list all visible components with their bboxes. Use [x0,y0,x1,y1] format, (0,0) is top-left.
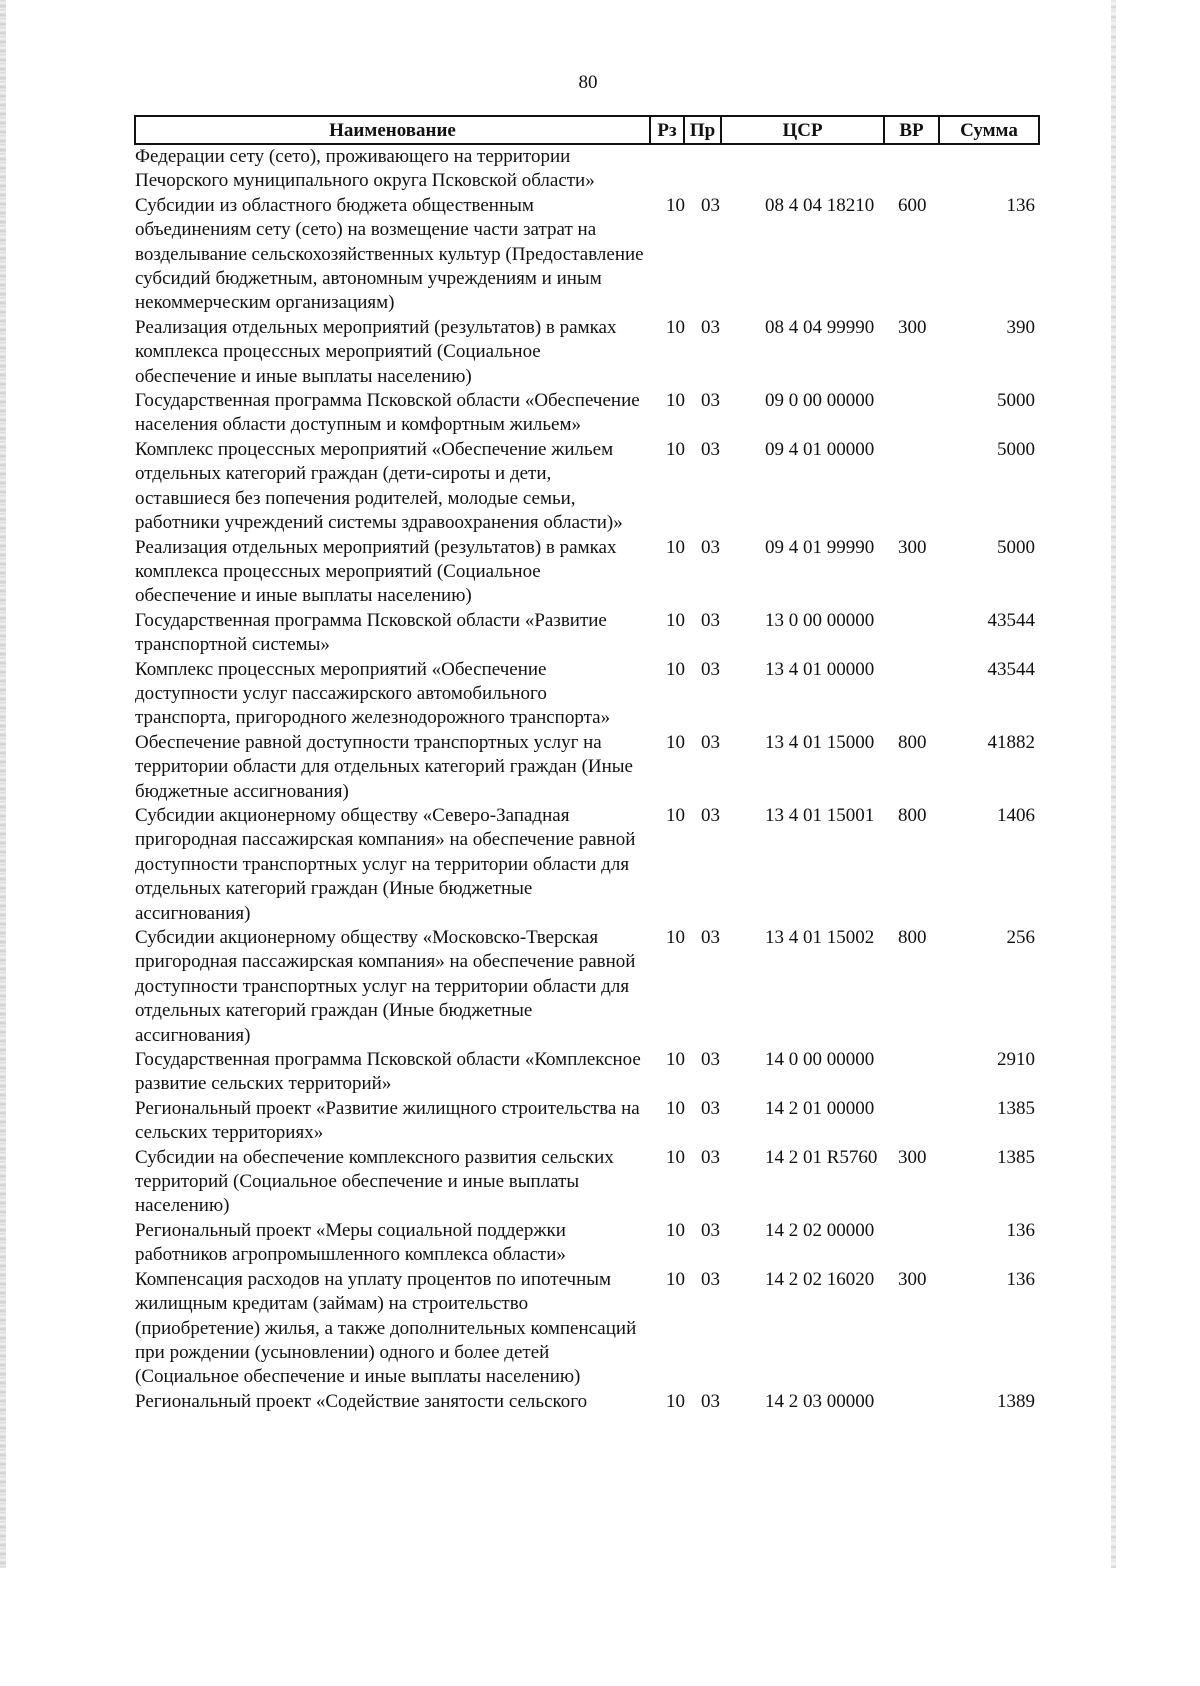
cell-rz: 10 [666,927,685,948]
cell-vr [884,144,939,194]
budget-table [134,115,1040,1414]
header-row [135,116,1039,144]
cell-pr: 03 [701,1146,720,1168]
cell-rz: 10 [666,1097,685,1119]
header-vr: ВР [884,116,939,144]
cell-pr: 03 [701,536,720,558]
cell-name: Государственная программа Псковской области «Обеспечение населения области доступным и комфортным жильем» [135,390,640,436]
page-number: 80 [578,72,598,93]
table-row [135,1146,1039,1219]
cell-rz [650,144,684,194]
cell-rz: 10 [666,1049,685,1071]
cell-csr: 13 4 01 00000 [765,658,875,680]
cell-vr: 300 [898,316,927,338]
cell-rz: 10 [666,1219,685,1241]
header-sum: Сумма [939,116,1039,144]
cell-csr [721,144,884,194]
table-body [135,144,1039,1414]
cell-rz: 10 [666,194,685,216]
cell-csr: 13 0 00 00000 [765,609,875,631]
cell-sum: 256 [1006,927,1035,948]
cell-pr: 03 [701,194,720,216]
cell-sum: 43544 [987,609,1035,631]
cell-pr: 03 [701,316,720,338]
cell-csr: 14 2 01 00000 [765,1097,875,1119]
cell-sum: 390 [1006,316,1035,338]
cell-rz: 10 [666,1268,685,1290]
cell-csr: 14 2 02 00000 [765,1219,875,1241]
table-row [135,144,1039,194]
cell-csr: 09 4 01 00000 [765,438,875,460]
table-row [135,438,1039,536]
cell-vr [884,438,939,536]
cell-sum: 1385 [997,1146,1035,1168]
cell-pr: 03 [701,438,720,460]
cell-name: Субсидии на обеспечение комплексного развития сельских территорий (Социальное обеспечение и иные выплаты населению) [135,1146,614,1217]
cell-vr: 600 [898,194,927,216]
cell-name: Государственная программа Псковской области «Комплексное развитие сельских территорий» [135,1049,641,1095]
cell-vr: 300 [898,1268,927,1290]
cell-name: Региональный проект «Меры социальной поддержки работников агропромышленного комплекса области» [135,1219,566,1266]
cell-rz: 10 [666,316,685,338]
cell-vr [884,658,939,731]
cell-pr: 03 [701,927,720,948]
cell-name: Обеспечение равной доступности транспортных услуг на территории области для отдельных категорий граждан (Иные бюджетные ассигнования) [135,731,633,802]
cell-csr: 13 4 01 15002 [765,927,875,948]
cell-name: Субсидии акционерному обществу «Московско-Тверская пригородная пассажирская компания» на обеспечение равной доступности транспортных услуг на территории области для отдельных категорий граждан (Иные бюджетные ассигнования) [135,927,636,1046]
cell-pr: 03 [701,1268,720,1290]
cell-csr: 13 4 01 15000 [765,731,875,753]
cell-sum [939,144,1039,194]
cell-vr [884,389,939,438]
table-row [135,1268,1039,1390]
cell-name: Реализация отдельных мероприятий (результатов) в рамках комплекса процессных мероприятий (Социальное обеспечение и иные выплаты населению) [135,316,617,387]
cell-pr: 03 [701,1049,720,1071]
cell-vr: 800 [898,927,927,948]
scan-edge-right [1111,0,1116,1568]
cell-vr: 800 [898,731,927,753]
cell-vr: 300 [898,536,927,558]
cell-sum: 2910 [997,1049,1035,1071]
cell-name: Комплекс процессных мероприятий «Обеспечение доступности услуг пассажирского автомобильного транспорта, пригородного железнодорожного транспорта» [135,658,611,729]
cell-name: Региональный проект «Содействие занятости сельского [135,1390,588,1412]
cell-rz: 10 [666,438,685,460]
table-row [135,658,1039,731]
cell-name: Региональный проект «Развитие жилищного строительства на сельских территориях» [135,1097,640,1144]
cell-rz: 10 [666,1146,685,1168]
cell-pr: 03 [701,1390,720,1412]
cell-csr: 09 4 01 99990 [765,536,875,558]
table-row [135,536,1039,609]
cell-name: Субсидии акционерному обществу «Северо-Западная пригородная пассажирская компания» на обеспечение равной доступности транспортных услуг на территории области для отдельных категорий граждан (Иные бюджетные ассигнования) [135,804,636,924]
cell-rz: 10 [666,804,685,826]
table-row [135,1219,1039,1268]
table-header [135,116,1039,144]
cell-pr: 03 [701,731,720,753]
table-row [135,609,1039,658]
cell-sum: 136 [1006,1219,1035,1241]
cell-pr: 03 [701,658,720,680]
table-row [135,1048,1039,1097]
cell-sum: 1389 [997,1390,1035,1412]
cell-csr: 13 4 01 15001 [765,804,875,826]
cell-name: Федерации сету (сето), проживающего на территории Печорского муниципального округа Псковской области» [135,146,595,192]
cell-pr: 03 [701,804,720,826]
table-row [135,194,1039,316]
cell-csr: 14 0 00 00000 [765,1049,875,1071]
cell-pr: 03 [701,1097,720,1119]
header-pr: Пр [684,116,721,144]
table-row [135,1390,1039,1414]
cell-csr: 08 4 04 99990 [765,316,875,338]
cell-vr [884,1048,939,1097]
table-row [135,316,1039,389]
cell-vr [884,1390,939,1414]
cell-sum: 136 [1006,194,1035,216]
cell-pr: 03 [701,609,720,631]
header-csr: ЦСР [721,116,884,144]
cell-name: Субсидии из областного бюджета общественным объединениям сету (сето) на возмещение части затрат на возделывание сельскохозяйственных культур (Предоставление субсидий бюджетным, автономным учреждениям и иным некоммерческим организациям) [135,194,644,314]
cell-csr: 08 4 04 18210 [765,194,875,216]
cell-csr: 14 2 03 00000 [765,1390,875,1412]
cell-name: Комплекс процессных мероприятий «Обеспечение жильем отдельных категорий граждан (дети-сироты и дети, оставшиеся без попечения родителей, молодые семьи, работники учреждений системы здравоохранения области)» [135,438,623,534]
table-row [135,731,1039,804]
cell-sum: 1406 [997,804,1035,826]
cell-sum: 5000 [997,438,1035,460]
cell-csr: 09 0 00 00000 [765,390,875,412]
cell-vr: 800 [898,804,927,826]
scan-edge-left [0,0,6,1568]
cell-sum: 1385 [997,1097,1035,1119]
cell-pr [684,144,721,194]
cell-vr: 300 [898,1146,927,1168]
header-rz: Рз [650,116,684,144]
cell-sum: 43544 [987,658,1035,680]
table-row [135,804,1039,926]
cell-sum: 136 [1006,1268,1035,1290]
cell-vr [884,1219,939,1268]
cell-name: Государственная программа Псковской области «Развитие транспортной системы» [135,609,607,656]
cell-csr: 14 2 02 16020 [765,1268,875,1290]
cell-rz: 10 [666,731,685,753]
cell-vr [884,1097,939,1146]
cell-pr: 03 [701,1219,720,1241]
cell-rz: 10 [666,390,685,412]
table-row [135,926,1039,1048]
cell-pr: 03 [701,390,720,412]
cell-name: Компенсация расходов на уплату процентов по ипотечным жилищным кредитам (займам) на строительство (приобретение) жилья, а также дополнительных компенсаций при рождении (усыновлении) одного и более детей (Социальное обеспечение и иные выплаты населению) [135,1268,637,1388]
cell-rz: 10 [666,658,685,680]
cell-sum: 5000 [997,390,1035,412]
table-row [135,1097,1039,1146]
cell-vr [884,609,939,658]
cell-sum: 41882 [987,731,1035,753]
cell-rz: 10 [666,609,685,631]
cell-csr: 14 2 01 R5760 [765,1146,878,1168]
table-row [135,389,1039,438]
cell-rz: 10 [666,1390,685,1412]
cell-sum: 5000 [997,536,1035,558]
cell-rz: 10 [666,536,685,558]
cell-name: Реализация отдельных мероприятий (результатов) в рамках комплекса процессных мероприятий (Социальное обеспечение и иные выплаты населению) [135,536,617,607]
header-name: Наименование [135,116,650,144]
